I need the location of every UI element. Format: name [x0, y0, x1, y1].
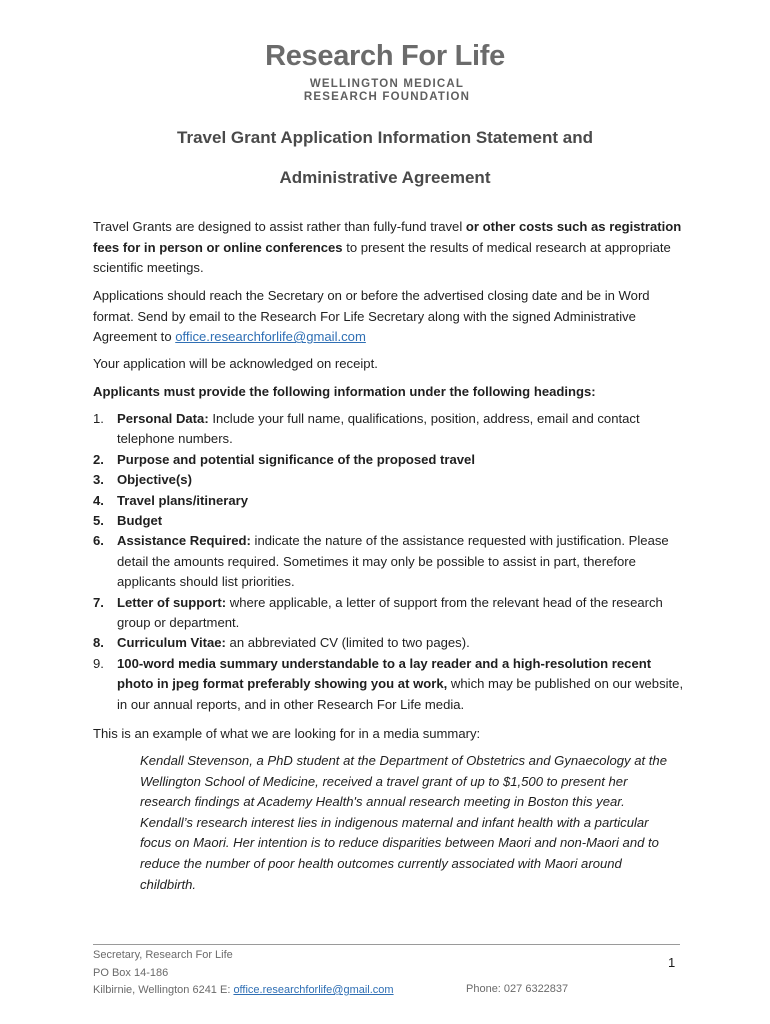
list-item-text: indicate the nature of the assistance requested with justification. Please detail the amounts required. Sometimes it may only be possible to assist in part, therefore applicants should list priorities. [117, 533, 669, 590]
list-item [93, 511, 685, 531]
requirements-list [93, 409, 685, 715]
footer-secretary: Secretary, Research For Life [93, 949, 233, 961]
submission-email-link[interactable]: office.researchforlife@gmail.com [175, 329, 366, 345]
example-media-summary: Kendall Stevenson, a PhD student at the Department of Obstetrics and Gynaecology at the Wellington School of Medicine, received a travel grant of up to $1,500 to present her research findings at Academy Health's annual research meeting in Boston this year. Kendall’s research interest lies in indigenous maternal and infant health with a particular focus on Maori. Her intention is to reduce disparities between Maori and non-Maori and to reduce the number of poor health outcomes currently associated with Maori around childbirth. [140, 753, 667, 892]
document-title-line2: Administrative Agreement [279, 168, 491, 187]
list-item-heading: Assistance Required: [117, 533, 251, 549]
footer-address [93, 983, 394, 997]
logo-subtitle-line1: WELLINGTON MEDICAL [309, 78, 465, 90]
list-item-heading: Objective(s) [117, 472, 192, 488]
intro-bold-text: or other costs such as registration fees for in person or online conferences [93, 219, 682, 255]
footer-divider [93, 944, 680, 945]
list-item-text: which may be published on our website, in our annual reports, and in other Research For Life media. [117, 676, 684, 712]
example-intro: This is an example of what we are looking for in a media summary: [93, 726, 481, 741]
list-item [93, 654, 685, 715]
list-item [93, 633, 685, 653]
submission-paragraph [93, 286, 683, 348]
submission-text: Applications should reach the Secretary on or before the advertised closing date and be in Word format. Send by email to the Research For Life Secretary along with the signed Administrative Agreement to [93, 288, 650, 345]
intro-text-2: to present the results of medical research at appropriate scientific meetings. [93, 239, 671, 276]
list-item-text: where applicable, a letter of support from the relevant head of the research group or department. [117, 594, 663, 631]
list-item [93, 409, 685, 450]
intro-text-1: Travel Grants are designed to assist rather than fully-fund travel [93, 219, 466, 234]
list-item-number: 8. [93, 635, 104, 651]
list-item-heading: Personal Data: [117, 411, 209, 426]
list-item-number: 2. [93, 451, 104, 467]
intro-paragraph [93, 217, 683, 279]
list-item-heading: 100-word media summary understandable to a lay reader and a high-resolution recent photo in jpeg format preferably showing you at work, [117, 655, 652, 692]
page-number: 1 [668, 955, 676, 970]
list-item-heading: Travel plans/itinerary [117, 492, 249, 508]
list-item [93, 491, 685, 511]
acknowledge-paragraph: Your application will be acknowledged on receipt. [93, 356, 378, 371]
list-item-number: 4. [93, 492, 104, 508]
headings-intro: Applicants must provide the following information under the following headings: [93, 384, 596, 399]
list-item-text: an abbreviated CV (limited to two pages). [225, 635, 470, 651]
list-item [93, 593, 685, 634]
logo-subtitle-line2: RESEARCH FOUNDATION [303, 91, 471, 103]
list-item-heading: Letter of support: [117, 594, 227, 610]
list-item-number: 5. [93, 513, 104, 529]
list-item-number: 1. [93, 411, 104, 426]
footer-po-box: PO Box 14-186 [93, 967, 169, 979]
list-item [93, 531, 685, 592]
footer-phone: Phone: 027 6322837 [466, 983, 569, 995]
list-item-heading: Budget [117, 513, 163, 529]
list-item-text: Include your full name, qualifications, position, address, email and contact telephone numbers. [117, 411, 640, 447]
list-item [93, 450, 685, 470]
list-item-heading: Purpose and potential significance of the proposed travel [117, 451, 475, 467]
list-item-number: 7. [93, 594, 104, 610]
list-item-number: 9. [93, 655, 104, 671]
list-item [93, 470, 685, 490]
logo-title: Research For Life [265, 40, 505, 72]
list-item-number: 6. [93, 533, 104, 549]
list-item-number: 3. [93, 472, 104, 488]
list-item-heading: Curriculum Vitae: [117, 635, 226, 651]
footer-email-link[interactable]: office.researchforlife@gmail.com [233, 984, 394, 996]
footer-address-text: Kilbirnie, Wellington 6241 E: [93, 984, 234, 996]
document-title-line1: Travel Grant Application Information Statement and [177, 128, 593, 147]
